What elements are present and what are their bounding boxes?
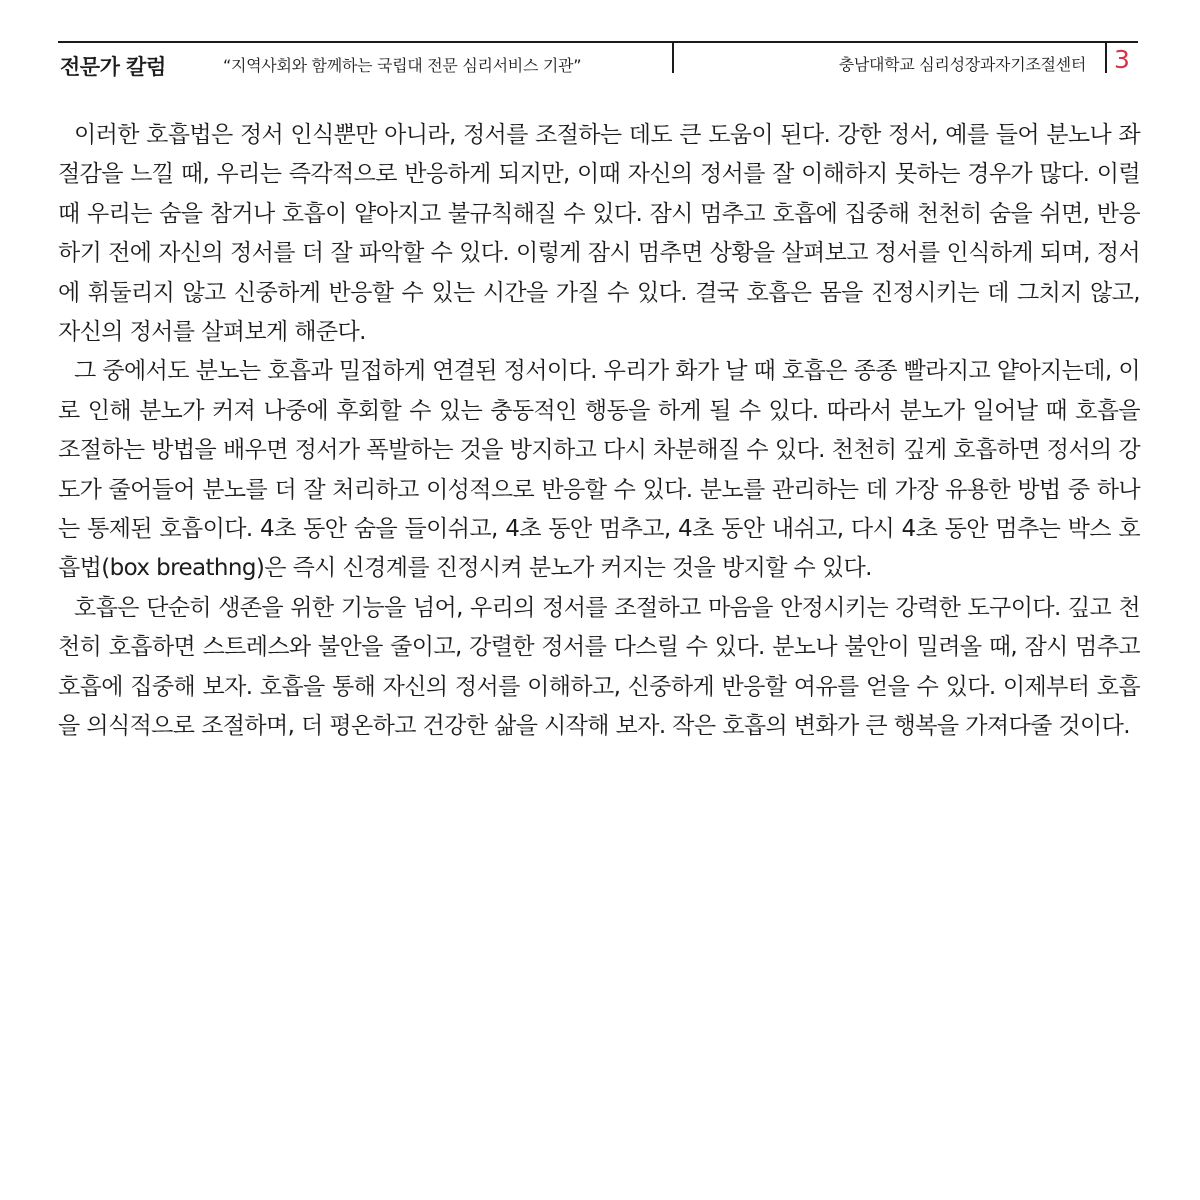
header-slogan: “지역사회와 함께하는 국립대 전문 심리서비스 기관” <box>223 56 582 75</box>
page-number-divider <box>1105 43 1107 73</box>
page-header <box>58 41 1138 81</box>
paragraph-2: 그 중에서도 분노는 호흡과 밀접하게 연결된 정서이다. 우리가 화가 날 때 호흡은 종종 빨라지고 얕아지는데, 이로 인해 분노가 커져 나중에 후회할 수 있는 충동적인 행동을 하게 될 수 있다. 따라서 분노가 일어날 때 호흡을 조절하는 방법을 배우면 정서가 폭발하는 것을 방지하고 다시 차분해질 수 있다. 천천히 깊게 호흡하면 정서의 강도가 줄어들어 분노를 더 잘 처리하고 이성적으로 반응할 수 있다. 분노를 관리하는 데 가장 유용한 방법 중 하나는 통제된 호흡이다. 4초 동안 숨을 들이쉬고, 4초 동안 멈추고, 4초 동안 내쉬고, 다시 4초 동안 멈추는 박스 호흡법(box breathng)은 즉시 신경계를 진정시켜 분노가 커지는 것을 방지할 수 있다. <box>58 358 1140 582</box>
paragraph-3: 호흡은 단순히 생존을 위한 기능을 넘어, 우리의 정서를 조절하고 마음을 안정시키는 강력한 도구이다. 깊고 천천히 호흡하면 스트레스와 불안을 줄이고, 강렬한 정서를 다스릴 수 있다. 분노나 불안이 밀려올 때, 잠시 멈추고 호흡에 집중해 보자. 호흡을 통해 자신의 정서를 이해하고, 신중하게 반응할 여유를 얻을 수 있다. 이제부터 호흡을 의식적으로 조절하며, 더 평온하고 건강한 삶을 시작해 보자. 작은 호흡의 변화가 큰 행복을 가져다줄 것이다. <box>58 594 1140 740</box>
column-title: 전문가 칼럼 <box>60 55 166 79</box>
paragraph-1: 이러한 호흡법은 정서 인식뿐만 아니라, 정서를 조절하는 데도 큰 도움이 된다. 강한 정서, 예를 들어 분노나 좌절감을 느낄 때, 우리는 즉각적으로 반응하게 되지만, 이때 자신의 정서를 잘 이해하지 못하는 경우가 많다. 이럴 때 우리는 숨을 참거나 호흡이 얕아지고 불규칙해질 수 있다. 잠시 멈추고 호흡에 집중해 천천히 숨을 쉬면, 반응하기 전에 자신의 정서를 더 잘 파악할 수 있다. 이렇게 잠시 멈추면 상황을 살펴보고 정서를 인식하게 되며, 정서에 휘둘리지 않고 신중하게 반응할 수 있는 시간을 가질 수 있다. 결국 호흡은 몸을 진정시키는 데 그치지 않고, 자신의 정서를 살펴보게 해준다. <box>58 122 1140 346</box>
header-divider <box>672 43 674 73</box>
page-number: 3 <box>1114 45 1130 74</box>
center-name: 충남대학교 심리성장과자기조절센터 <box>838 55 1086 74</box>
article-body <box>58 116 1140 747</box>
